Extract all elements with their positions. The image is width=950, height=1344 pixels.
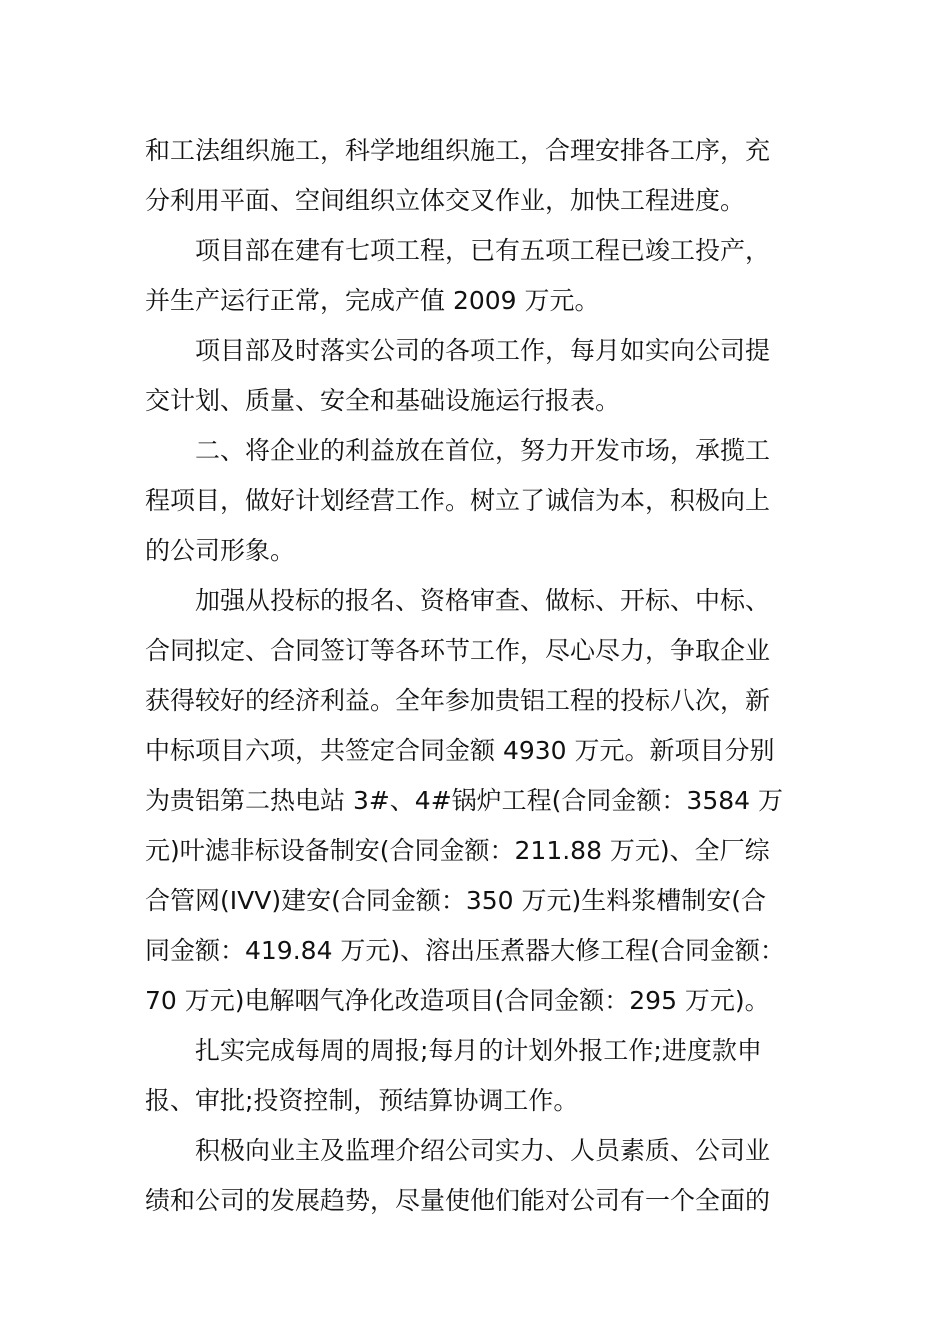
text-line-8: 程项目，做好计划经营工作。树立了诚信为本，积极向上 <box>145 486 771 515</box>
text-line-16: 合管网(IVV)建安(合同金额：350 万元)生料浆槽制安(合 <box>145 886 767 915</box>
text-line-7: 二、将企业的利益放在首位，努力开发市场，承揽工 <box>195 436 771 465</box>
text-line-3: 项目部在建有七项工程，已有五项工程已竣工投产， <box>195 236 771 265</box>
text-line-5: 项目部及时落实公司的各项工作，每月如实向公司提 <box>195 336 771 365</box>
text-line-20: 报、审批;投资控制，预结算协调工作。 <box>145 1086 579 1115</box>
text-line-13: 中标项目六项，共签定合同金额 4930 万元。新项目分别 <box>145 736 775 765</box>
text-line-21: 积极向业主及监理介绍公司实力、人员素质、公司业 <box>195 1136 771 1165</box>
text-line-22: 绩和公司的发展趋势，尽量使他们能对公司有一个全面的 <box>145 1186 771 1215</box>
text-line-11: 合同拟定、合同签订等各环节工作，尽心尽力，争取企业 <box>145 636 771 665</box>
text-line-10: 加强从投标的报名、资格审查、做标、开标、中标、 <box>195 586 771 615</box>
text-line-4: 并生产运行正常，完成产值 2009 万元。 <box>145 286 600 315</box>
text-line-12: 获得较好的经济利益。全年参加贵铝工程的投标八次，新 <box>145 686 771 715</box>
text-line-1: 和工法组织施工，科学地组织施工，合理安排各工序，充 <box>145 136 771 165</box>
text-line-18: 70 万元)电解咽气净化改造项目(合同金额：295 万元)。 <box>145 986 770 1015</box>
text-line-17: 同金额：419.84 万元)、溶出压煮器大修工程(合同金额： <box>145 936 785 965</box>
text-line-9: 的公司形象。 <box>145 536 296 565</box>
text-line-19: 扎实完成每周的周报;每月的计划外报工作;进度款申 <box>195 1036 762 1065</box>
text-line-14: 为贵铝第二热电站 3#、4#锅炉工程(合同金额：3584 万 <box>145 786 783 815</box>
text-line-2: 分利用平面、空间组织立体交叉作业，加快工程进度。 <box>145 186 746 215</box>
document-body <box>145 126 805 1226</box>
text-line-6: 交计划、质量、安全和基础设施运行报表。 <box>145 386 621 415</box>
text-line-15: 元)叶滤非标设备制安(合同金额：211.88 万元)、全厂综 <box>145 836 770 865</box>
